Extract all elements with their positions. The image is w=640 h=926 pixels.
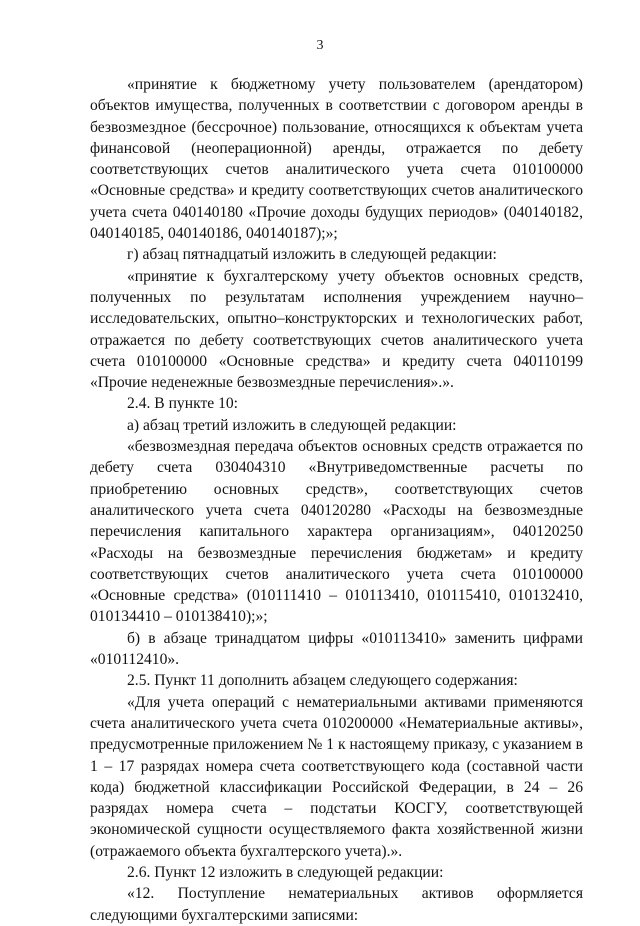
paragraph-item-2-6: 2.6. Пункт 12 изложить в следующей редакции: — [127, 863, 444, 881]
paragraph-lease-accounting: «принятие к бюджетному учету пользователем (арендатором) объектов имущества, полученных в соответствии с договором аренды в безвозмездное (бессрочное) пользование, относящихся к объектам учета финансовой (неоперационной) аренды, отражается по дебету соответствующих счетов аналитического учета счета 010100000 «Основные средства» и кредиту соответствующих счетов аналитического учета счета 040140180 «Прочие доходы будущих периодов» (040140182, 040140185, 040140186, 040140187);»; — [90, 76, 583, 243]
paragraph-subitem-g: г) абзац пятнадцатый изложить в следующей редакции: — [127, 246, 497, 264]
page-number: 3 — [316, 38, 324, 53]
paragraph-item-12: «12. Поступление нематериальных активов оформляется следующими бухгалтерскими записями: — [90, 885, 583, 924]
paragraph-subitem-a: а) абзац третий изложить в следующей редакции: — [127, 416, 457, 434]
document-body — [90, 74, 583, 926]
paragraph-intangible-assets: «Для учета операций с нематериальными активами применяются счета аналитического учета счета 010200000 «Нематериальные активы», предусмотренные приложением № 1 к настоящему приказу, с указанием в 1 – 17 разрядах номера счета соответствующего кода (составной части кода) бюджетной классификации Российской Федерации, в 24 – 26 разрядах номера счета – подстатьи КОСГУ, соответствующей экономической сущности осуществляемого факта хозяйственной жизни (отражаемого объекта бухгалтерского учета).». — [90, 693, 583, 860]
paragraph-item-2-4: 2.4. В пункте 10: — [127, 395, 239, 413]
paragraph-rnd-fixed-assets: «принятие к бухгалтерскому учету объектов основных средств, полученных по результатам исполнения учреждением научно–исследовательских, опытно–конструкторских и технологических работ, отражается по дебету соответствующих счетов аналитического учета счета 010100000 «Основные средства» и кредиту счета 040110199 «Прочие неденежные безвозмездные перечисления».». — [90, 267, 583, 392]
paragraph-item-2-5: 2.5. Пункт 11 дополнить абзацем следующего содержания: — [127, 672, 518, 690]
paragraph-subitem-b: б) в абзаце тринадцатом цифры «010113410» заменить цифрами «010112410». — [90, 629, 583, 669]
paragraph-free-transfer: «безвозмездная передача объектов основных средств отражается по дебету счета 030404310 «Внутриведомственные расчеты по приобретению основных средств», соответствующих счетов аналитического учета счета 040120280 «Расходы на безвозмездные перечисления капитального характера организациям», 040120250 «Расходы на безвозмездные перечисления бюджетам» и кредиту соответствующих счетов аналитического учета счета 010100000 «Основные средства» (010111410 – 010113410, 010115410, 010132410, 010134410 – 010138410);»; — [90, 438, 583, 626]
